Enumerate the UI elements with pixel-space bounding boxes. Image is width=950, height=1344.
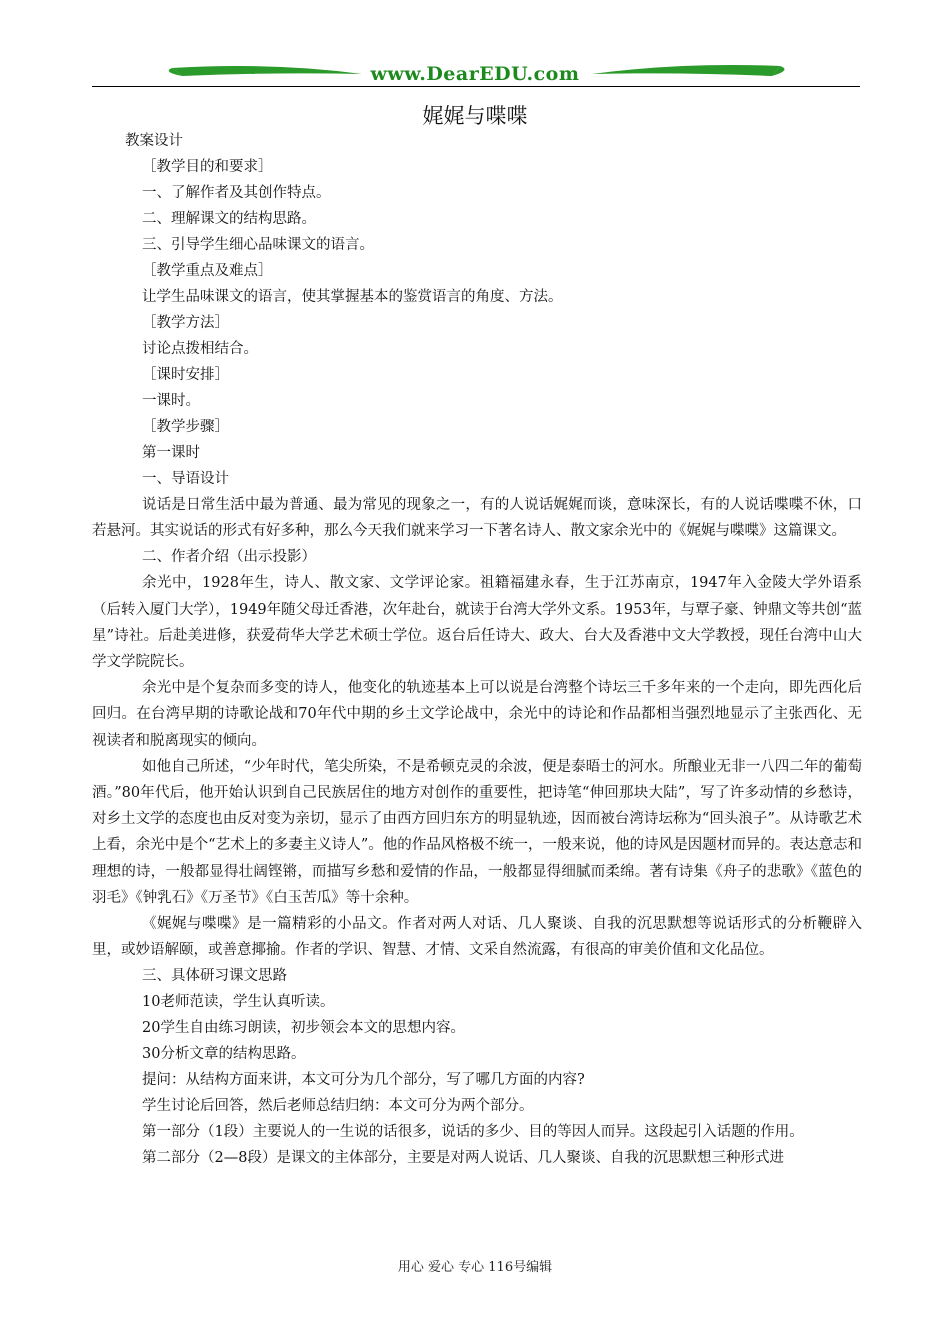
heading-key-points: ［教学重点及难点］ bbox=[142, 263, 273, 279]
header-banner bbox=[92, 60, 860, 94]
list-item: 三、引导学生细心品味课文的语言。 bbox=[142, 237, 374, 253]
heading-schedule: ［课时安排］ bbox=[142, 367, 229, 383]
paragraph-intro: 说话是日常生活中最为普通、最为常见的现象之一，有的人说话娓娓而谈，意味深长，有的人说话喋喋不休，口若悬河。其实说话的形式有好多种，那么今天我们就来学习一下著名诗人、散文家余光中的《娓娓与喋喋》这篇课文。 bbox=[92, 497, 862, 540]
text-line: 20学生自由练习朗读，初步领会本文的思想内容。 bbox=[142, 1020, 465, 1037]
section-label: 教案设计 bbox=[125, 133, 183, 149]
text-line: 10老师范读，学生认真听读。 bbox=[142, 994, 335, 1011]
page-title: 娓娓与喋喋 bbox=[422, 104, 528, 128]
heading-intro: 一、导语设计 bbox=[142, 471, 229, 487]
heading-methods: ［教学方法］ bbox=[142, 315, 229, 331]
text-line: 第一部分（1段）主要说人的一生说的话很多，说话的多少、目的等因人而异。这段起引入话题的作用。 bbox=[142, 1124, 804, 1141]
page-footer: 用心 爱心 专心 116号编辑 bbox=[397, 1260, 553, 1275]
paragraph-bio: 余光中，1928年生，诗人、散文家、文学评论家。祖籍福建永春，生于江苏南京，1947年入金陵大学外语系（后转入厦门大学），1949年随父母迁香港，次年赴台，就读于台湾大学外文系。1953年，与覃子豪、钟鼎文等共创“蓝星”诗社。后赴美进修，获爱荷华大学艺术硕士学位。返台后任诗大、政大、台大及香港中文大学教授，现任台湾中山大学文学院院长。 bbox=[92, 575, 862, 671]
heading-objectives: ［教学目的和要求］ bbox=[142, 159, 273, 175]
text-line: 提问：从结构方面来讲，本文可分为几个部分，写了哪几方面的内容? bbox=[142, 1072, 585, 1089]
heading-author: 二、作者介绍（出示投影） bbox=[142, 549, 316, 566]
text-line: 让学生品味课文的语言，使其掌握基本的鉴赏语言的角度、方法。 bbox=[142, 289, 563, 305]
heading-steps: ［教学步骤］ bbox=[142, 419, 229, 435]
heading-analysis: 三、具体研习课文思路 bbox=[142, 968, 287, 985]
paragraph-complex: 余光中是个复杂而多变的诗人，他变化的轨迹基本上可以说是台湾整个诗坛三千多年来的一个走向，即先西化后回归。在台湾早期的诗歌论战和70年代中期的乡土文学论战中，余光中的诗论和作品都相当强烈地显示了主张西化、无视读者和脱离现实的倾向。 bbox=[92, 680, 862, 749]
text-line: 第一课时 bbox=[142, 445, 200, 461]
header-rule bbox=[92, 86, 860, 87]
document-body bbox=[92, 128, 862, 1171]
text-line: 一课时。 bbox=[142, 393, 200, 409]
text-line: 第二部分（2—8段）是课文的主体部分，主要是对两人说话、几人聚谈、自我的沉思默想三种形式进 bbox=[142, 1150, 784, 1167]
list-item: 二、理解课文的结构思路。 bbox=[142, 211, 316, 227]
text-line: 学生讨论后回答，然后老师总结归纳：本文可分为两个部分。 bbox=[142, 1098, 534, 1115]
text-line: 讨论点拨相结合。 bbox=[142, 341, 258, 357]
list-item: 一、了解作者及其创作特点。 bbox=[142, 185, 331, 201]
text-line: 30分析文章的结构思路。 bbox=[142, 1046, 306, 1063]
paragraph-quote: 如他自己所述，“少年时代，笔尖所染，不是希顿克灵的余波，便是泰晤士的河水。所酿业无非一八四二年的葡萄酒。”80年代后，他开始认识到自己民族居住的地方对创作的重要性，把诗笔“伸回那块大陆”，写了许多动情的乡愁诗，对乡土文学的态度也由反对变为亲切，显示了由西方回归东方的明显轨迹，因而被台湾诗坛称为“回头浪子”。从诗歌艺术上看，余光中是个“艺术上的多妻主义诗人”。他的作品风格极不统一，一般来说，他的诗风是因题材而异的。表达意志和理想的诗，一般都显得壮阔铿锵，而描写乡愁和爱情的作品，一般都显得细腻而柔绵。著有诗集《舟子的悲歌》《蓝色的羽毛》《钟乳石》《万圣节》《白玉苦瓜》等十余种。 bbox=[92, 758, 862, 906]
site-logo-text[interactable]: www.DearEDU.com bbox=[370, 63, 580, 85]
paragraph-work: 《娓娓与喋喋》是一篇精彩的小品文。作者对两人对话、几人聚谈、自我的沉思默想等说话形式的分析鞭辟入里，或妙语解颐，或善意揶揄。作者的学识、智慧、才情、文采自然流露，有很高的审美价值和文化品位。 bbox=[92, 916, 862, 959]
